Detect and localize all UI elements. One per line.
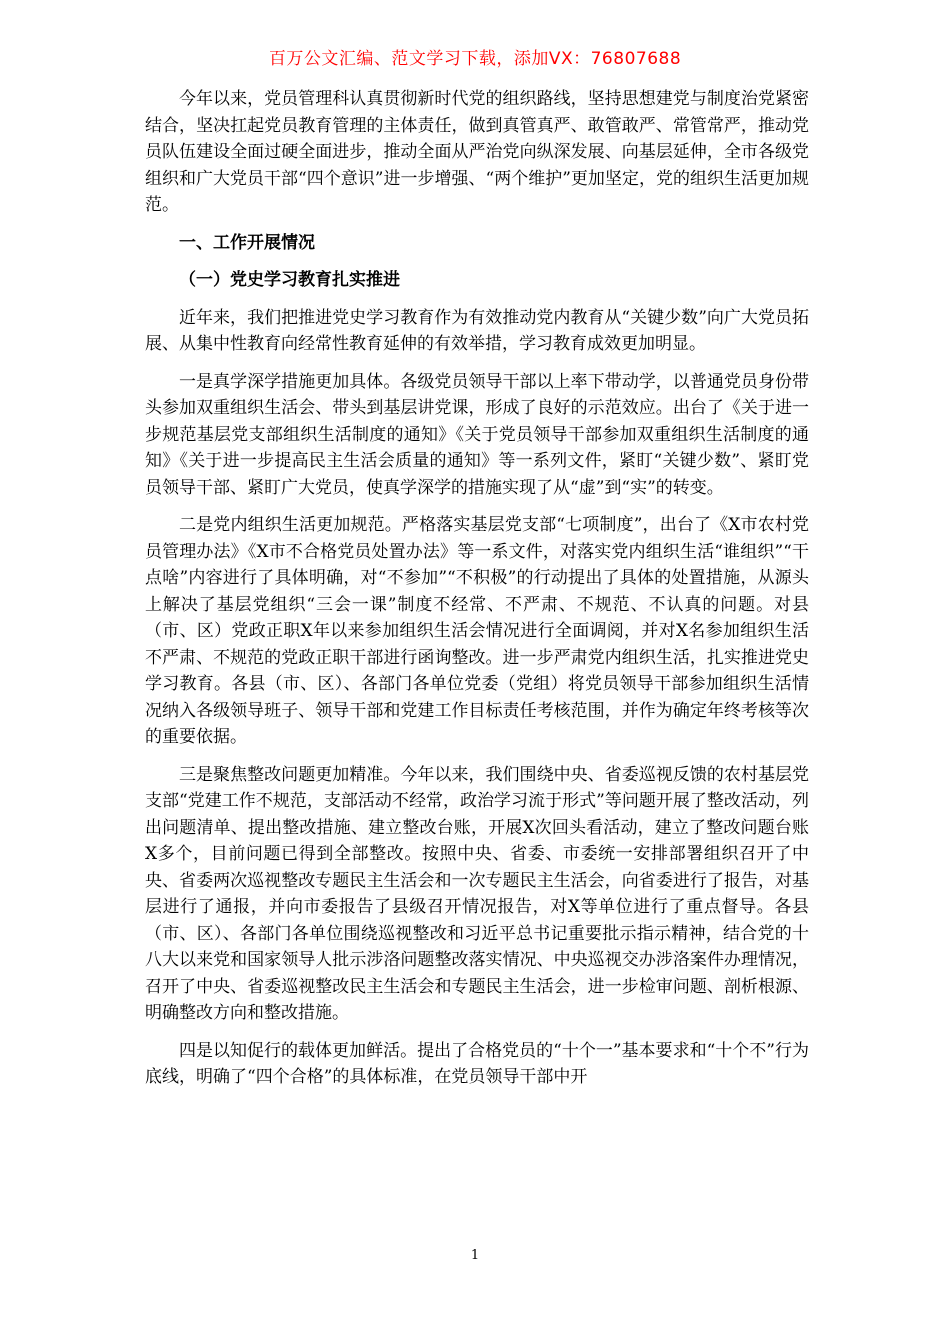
document-body [145, 86, 809, 1102]
body-paragraph: 近年来，我们把推进党史学习教育作为有效推动党内教育从“关键少数”向广大党员拓展、从集中性教育向经常性教育延伸的有效举措，学习教育成效更加明显。 [145, 307, 809, 354]
body-paragraph: 四是以知促行的载体更加鲜活。提出了合格党员的“十个一”基本要求和“十个不”行为底线，明确了“四个合格”的具体标准，在党员领导干部中开 [145, 1040, 809, 1087]
intro-paragraph: 今年以来，党员管理科认真贯彻新时代党的组织路线，坚持思想建党与制度治党紧密结合，坚决扛起党员教育管理的主体责任，做到真管真严、敢管敢严、常管常严，推动党员队伍建设全面过硬全面进步，推动全面从严治党向纵深发展、向基层延伸，全市各级党组织和广大党员干部“四个意识”进一步增强、“两个维护”更加坚定，党的组织生活更加规范。 [145, 89, 809, 215]
subsection-heading: （一）党史学习教育扎实推进 [179, 270, 400, 290]
watermark-banner: 百万公文汇编、范文学习下载，添加VX：76807688 [268, 49, 682, 69]
section-heading: 一、工作开展情况 [179, 232, 315, 253]
body-paragraph: 二是党内组织生活更加规范。严格落实基层党支部“七项制度”，出台了《X市农村党员管理办法》《X市不合格党员处置办法》等一系文件，对落实党内组织生活“谁组织”“干点啥”内容进行了具体明确，对“不参加”“不积极”的行动提出了具体的处置措施，从源头上解决了基层党组织“三会一课”制度不经常、不严肃、不规范、不认真的问题。对县（市、区）党政正职X年以来参加组织生活会情况进行全面调阅，并对X名参加组织生活不严肃、不规范的党政正职干部进行函询整改。进一步严肃党内组织生活，扎实推进党史学习教育。各县（市、区）、各部门各单位党委（党组）将党员领导干部参加组织生活情况纳入各级领导班子、领导干部和党建工作目标责任考核范围，并作为确定年终考核等次的重要依据。 [145, 515, 809, 747]
page-number: 1 [470, 1248, 480, 1263]
body-paragraph: 三是聚焦整改问题更加精准。今年以来，我们围绕中央、省委巡视反馈的农村基层党支部“党建工作不规范，支部活动不经常，政治学习流于形式”等问题开展了整改活动，列出问题清单、提出整改措施、建立整改台账，开展X次回头看活动，建立了整改问题台账X多个，目前问题已得到全部整改。按照中央、省委、市委统一安排部署组织召开了中央、省委两次巡视整改专题民主生活会和一次专题民主生活会，向省委进行了报告，对基层进行了通报，并向市委报告了县级召开情况报告，对X等单位进行了重点督导。各县（市、区）、各部门各单位围绕巡视整改和习近平总书记重要批示指示精神，结合党的十八大以来党和国家领导人批示涉洛问题整改落实情况、中央巡视交办涉洛案件办理情况，召开了中央、省委巡视整改民主生活会和专题民主生活会，进一步检审问题、剖析根源、明确整改方向和整改措施。 [145, 764, 809, 1023]
body-paragraph: 一是真学深学措施更加具体。各级党员领导干部以上率下带动学，以普通党员身份带头参加双重组织生活会、带头到基层讲党课，形成了良好的示范效应。出台了《关于进一步规范基层党支部组织生活制度的通知》《关于党员领导干部参加双重组织生活制度的通知》《关于进一步提高民主生活会质量的通知》等一系列文件，紧盯“关键少数”、紧盯党员领导干部、紧盯广大党员，使真学深学的措施实现了从“虚”到“实”的转变。 [145, 371, 809, 498]
